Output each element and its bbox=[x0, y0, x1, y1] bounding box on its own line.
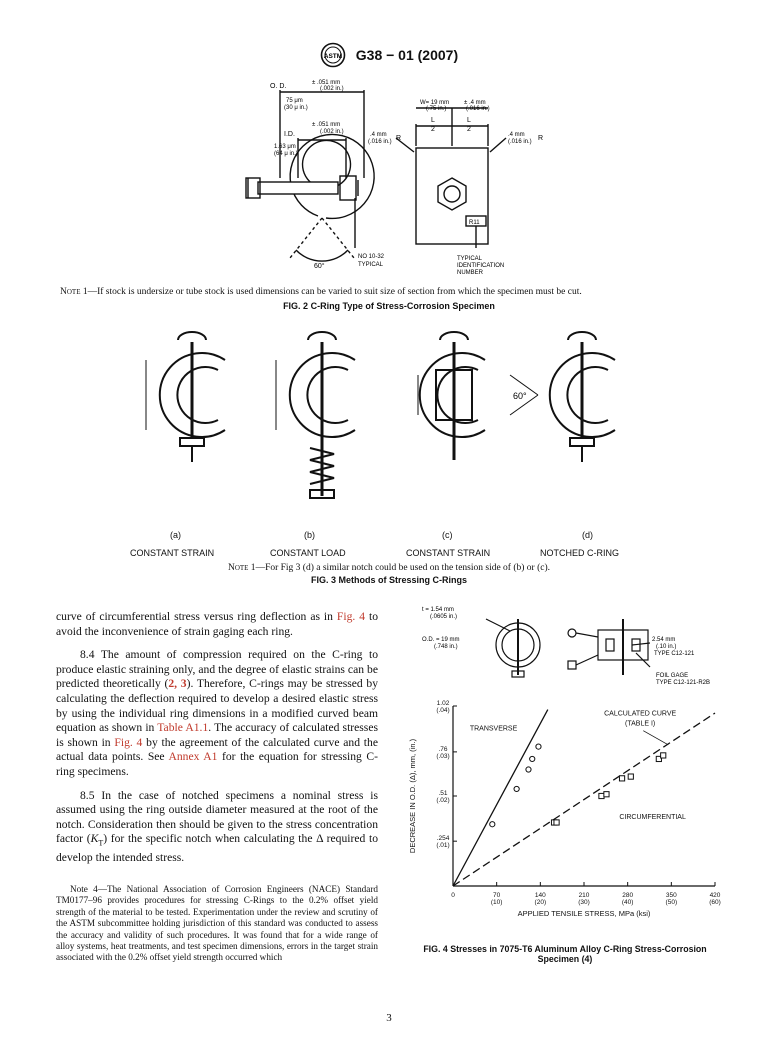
note-4: Note 4—The National Association of Corrosion Engineers (NACE) Standard TM0177–96 provides procedures for stressing C-Rings to the 0.2% offset yield strength of the material to be tested. Experimentation under the review and scrutiny of the ASTM subcommittee holding jurisdiction of this standard was conducted to assess the accuracy and validity of such procedures. It was found that for a wide range of alloy systems, heat treatments, and test specimen dimensions, errors in the target strain associated with the 0.2% offset yield strength occurred which bbox=[56, 884, 378, 963]
svg-text:(.016 in.): (.016 in.) bbox=[466, 106, 490, 112]
svg-text:1.63 μm: 1.63 μm bbox=[274, 144, 296, 150]
svg-text:(.748 in.): (.748 in.) bbox=[434, 644, 458, 650]
data-point-circumferential bbox=[554, 820, 559, 825]
x-tick-label: 70 bbox=[493, 892, 501, 899]
x-tick-label-ksi: (20) bbox=[534, 899, 547, 906]
data-point-circumferential bbox=[599, 793, 604, 798]
svg-text:± .051 mm: ± .051 mm bbox=[312, 122, 341, 128]
svg-text:(.75 in.): (.75 in.) bbox=[426, 106, 447, 112]
svg-text:IDENTIFICATION: IDENTIFICATION bbox=[457, 263, 505, 269]
fig2-drawing bbox=[230, 68, 560, 283]
svg-text:(.002 in.): (.002 in.) bbox=[320, 86, 344, 92]
y-tick-label-in: (.01) bbox=[436, 842, 450, 850]
table-link[interactable]: Table A1.1 bbox=[157, 721, 209, 735]
x-tick-label: 350 bbox=[665, 892, 677, 899]
fig4-link-2[interactable]: Fig. 4 bbox=[114, 735, 143, 749]
astm-logo-icon bbox=[320, 42, 346, 71]
svg-text:2: 2 bbox=[467, 126, 471, 133]
fig4-chart bbox=[405, 700, 725, 940]
svg-text:60°: 60° bbox=[314, 263, 325, 270]
svg-text:R: R bbox=[396, 135, 402, 142]
fig2-caption: FIG. 2 C-Ring Type of Stress-Corrosion Specimen bbox=[283, 301, 495, 311]
svg-text:TYPICAL: TYPICAL bbox=[358, 262, 384, 268]
x-tick-label: 280 bbox=[622, 892, 634, 899]
svg-text:± .051 mm: ± .051 mm bbox=[312, 80, 341, 86]
fig4-link[interactable]: Fig. 4 bbox=[336, 610, 366, 623]
x-tick-label-ksi: (40) bbox=[621, 899, 634, 906]
fig4-inset bbox=[420, 605, 720, 690]
y-tick-label-in: (.03) bbox=[436, 752, 450, 760]
svg-text:.4 mm: .4 mm bbox=[508, 132, 525, 138]
fig3-label-d: NOTCHED C-RING bbox=[540, 548, 619, 558]
x-tick-label: 140 bbox=[534, 892, 546, 899]
svg-text:t = 1.54 mm: t = 1.54 mm bbox=[422, 607, 454, 613]
svg-text:FOIL GAGE: FOIL GAGE bbox=[656, 673, 689, 679]
svg-text:75 μm: 75 μm bbox=[286, 98, 303, 104]
y-tick-label: 1.02 bbox=[436, 700, 450, 707]
svg-text:W= 19 mm: W= 19 mm bbox=[420, 100, 450, 106]
svg-text:R11: R11 bbox=[469, 220, 480, 226]
annotation-table: (TABLE I) bbox=[625, 720, 656, 728]
svg-text:L: L bbox=[431, 117, 435, 124]
svg-text:TYPICAL: TYPICAL bbox=[457, 256, 483, 262]
x-tick-label: 0 bbox=[451, 892, 455, 899]
fig3-label-a: CONSTANT STRAIN bbox=[130, 548, 215, 558]
annex-link[interactable]: Annex A1 bbox=[168, 750, 218, 764]
fig3-letter-b: (b) bbox=[304, 530, 315, 540]
data-point-transverse bbox=[526, 767, 531, 772]
fig3-label-c: CONSTANT STRAIN bbox=[406, 548, 491, 558]
data-point-transverse bbox=[490, 822, 495, 827]
fig3-drawing bbox=[130, 320, 650, 520]
x-tick-label-ksi: (10) bbox=[490, 899, 503, 906]
svg-text:I.D.: I.D. bbox=[284, 131, 295, 138]
svg-text:(.10 in.): (.10 in.) bbox=[656, 644, 677, 650]
x-tick-label-ksi: (30) bbox=[578, 899, 590, 906]
annotation-calculated-curve: CALCULATED CURVE bbox=[604, 710, 677, 718]
y-tick-label-in: (.04) bbox=[436, 707, 450, 714]
body-text bbox=[56, 610, 378, 866]
svg-text:TYPE C12-121-R2B: TYPE C12-121-R2B bbox=[656, 680, 711, 686]
x-tick-label-ksi: (60) bbox=[709, 899, 721, 906]
paragraph-8-3-cont: curve of circumferential stress versus ring deflection as in Fig. 4 to avoid the inconvenience of strain gaging each ring. bbox=[56, 610, 379, 638]
fig4-caption: FIG. 4 Stresses in 7075-T6 Aluminum Alloy C-Ring Stress-Corrosion Specimen (4) bbox=[423, 944, 707, 964]
page-number: 3 bbox=[386, 1012, 392, 1024]
fig3-letter-c: (c) bbox=[442, 530, 453, 540]
y-tick-label: .76 bbox=[438, 745, 448, 753]
fig3-caption: FIG. 3 Methods of Stressing C-Rings bbox=[310, 575, 467, 585]
y-axis-label: DECREASE IN O.D. (Δ), mm, (in.) bbox=[408, 738, 417, 854]
x-axis-label: APPLIED TENSILE STRESS, MPa (ksi) bbox=[517, 909, 651, 918]
svg-text:(30 μ in.): (30 μ in.) bbox=[284, 105, 308, 111]
svg-text:± .4 mm: ± .4 mm bbox=[464, 100, 486, 106]
svg-text:O.D. = 19 mm: O.D. = 19 mm bbox=[422, 637, 460, 643]
data-point-circumferential bbox=[619, 776, 624, 781]
svg-text:(.016 in.): (.016 in.) bbox=[508, 139, 532, 145]
svg-text:R: R bbox=[538, 135, 544, 142]
svg-text:.4 mm: .4 mm bbox=[370, 132, 387, 138]
fig3-letter-d: (d) bbox=[582, 530, 593, 540]
y-tick-label: .254 bbox=[436, 835, 450, 843]
svg-text:(.0605 in.): (.0605 in.) bbox=[430, 614, 458, 620]
x-tick-label-ksi: (50) bbox=[665, 899, 678, 906]
svg-text:2.54 mm: 2.54 mm bbox=[652, 637, 676, 643]
series-line-transverse bbox=[453, 710, 548, 886]
data-point-circumferential bbox=[604, 792, 609, 797]
fig3-letter-a: (a) bbox=[170, 530, 181, 540]
data-point-transverse bbox=[536, 744, 541, 749]
paragraph-8-5: 8.5 In the case of notched specimens a nominal stress is assumed using the ring outside diameter measured at the root of the notch. Consideration then should be given to the stress concentration factor $(K_T)$ for the specific notch when calculating the Δ required to develop the intended stress. bbox=[56, 788, 378, 865]
fig3-note: Note 1—For Fig 3 (d) a similar notch could be used on the tension side of (b) or (c). bbox=[227, 563, 551, 573]
svg-text:60°: 60° bbox=[513, 391, 527, 401]
document-title: G38 − 01 (2007) bbox=[355, 47, 459, 64]
svg-text:(64 μ in.): (64 μ in.) bbox=[274, 151, 298, 157]
svg-text:L: L bbox=[467, 117, 471, 124]
fig3-labels bbox=[130, 530, 660, 560]
data-point-transverse bbox=[514, 786, 519, 791]
series-line-circumferential bbox=[453, 710, 715, 886]
data-point-circumferential bbox=[628, 774, 633, 779]
ref-link[interactable]: 2, 3 bbox=[168, 677, 187, 691]
svg-text:NUMBER: NUMBER bbox=[457, 270, 484, 276]
y-tick-label: .51 bbox=[438, 790, 448, 797]
svg-text:2: 2 bbox=[431, 126, 435, 133]
data-point-circumferential bbox=[661, 753, 666, 758]
annotation-arrow bbox=[643, 731, 668, 745]
svg-text:O. D.: O. D. bbox=[270, 83, 287, 90]
svg-text:(.002 in.): (.002 in.) bbox=[320, 129, 344, 135]
svg-text:(.016 in.): (.016 in.) bbox=[368, 139, 392, 145]
page-header bbox=[0, 42, 778, 71]
svg-text:NO 10-32: NO 10-32 bbox=[358, 254, 385, 260]
x-tick-label: 210 bbox=[578, 892, 590, 899]
y-tick-label-in: (.02) bbox=[436, 797, 450, 804]
annotation-circumferential: CIRCUMFERENTIAL bbox=[619, 813, 686, 821]
data-point-transverse bbox=[530, 756, 535, 761]
svg-text:ASTM: ASTM bbox=[323, 53, 343, 60]
fig3-label-b: CONSTANT LOAD bbox=[270, 548, 346, 558]
fig2-note: Note 1—If stock is undersize or tube stock is used dimensions can be varied to suit size of section from which the specimen must be cut. bbox=[60, 287, 582, 297]
annotation-transverse: TRANSVERSE bbox=[469, 725, 518, 733]
x-tick-label: 420 bbox=[709, 892, 721, 899]
paragraph-8-4: 8.4 The amount of compression required on the C-ring to produce elastic straining only, and the degree of elastic strains can be predicted theoretically (2, 3). Therefore, C-rings may be stressed by calculating the deflection required to develop a desired elastic stress by using the individual ring dimensions in a modified curved beam equation as shown in Table A1.1. The accuracy of calculated stresses is shown in Fig. 4 by the agreement of the calculated curve and the actual data points. See Annex A1 for the equation for stressing C-ring specimens. bbox=[56, 648, 379, 778]
svg-text:TYPE C12-121: TYPE C12-121 bbox=[654, 651, 695, 657]
